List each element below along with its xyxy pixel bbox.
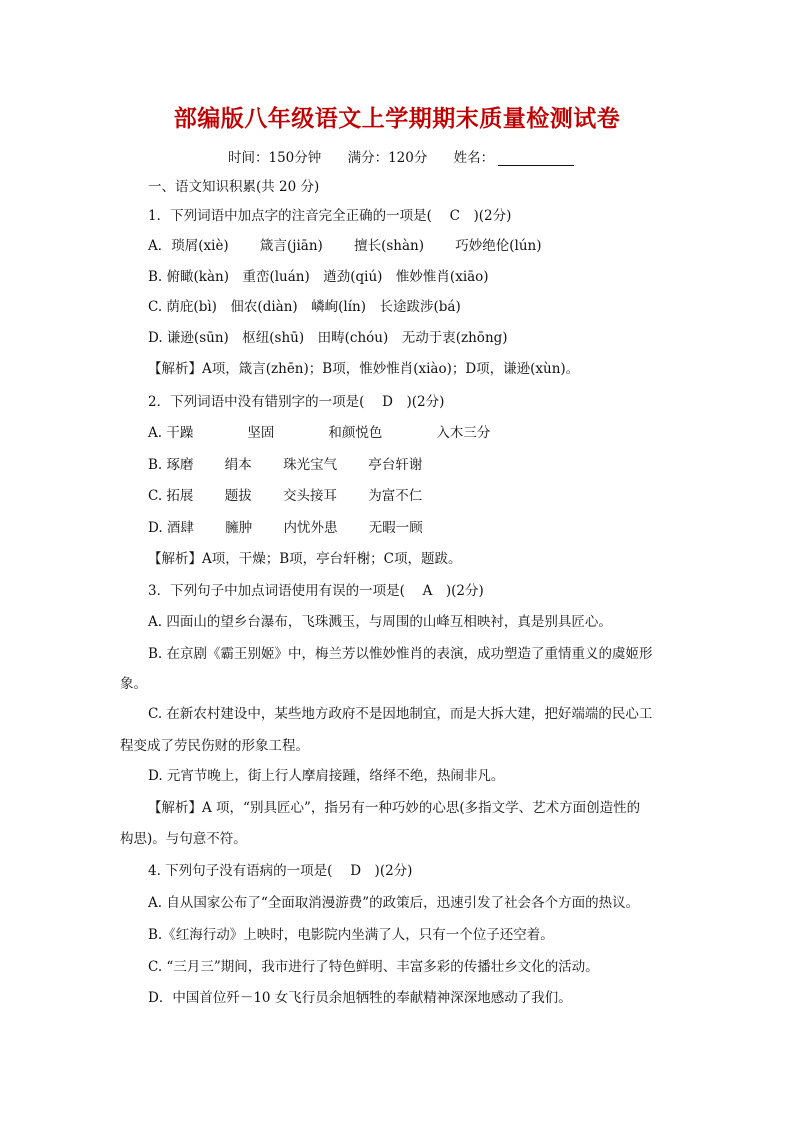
q4-option-b: B.《红海行动》上映时，电影院内坐满了人，只有一个位子还空着。 — [148, 927, 554, 943]
q3-stem: 3．下列句子中加点词语使用有误的一项是( A )(2分) — [148, 583, 484, 599]
q3-option-c-cont: 程变成了劳民伤财的形象工程。 — [120, 738, 309, 754]
q3-option-a: A. 四面山的望乡台瀑布，飞珠溅玉，与周围的山峰互相映衬，真是别具匠心。 — [148, 614, 612, 630]
q2-stem: 2．下列词语中没有错别字的一项是( D )(2分) — [148, 394, 445, 410]
q1-option-b: B. 俯瞰(kàn) 重峦(luán) 遒劲(qiú) 惟妙惟肖(xiāo) — [148, 269, 489, 285]
q2-option-d: D. 酒肆 臃肿 内忧外患 无暇一顾 — [148, 520, 423, 536]
q3-analysis-cont: 构思)。与句意不符。 — [120, 831, 247, 847]
q1-option-a: A．琐屑(xiè) 箴言(jiān) 擅长(shàn) 巧妙绝伦(lún) — [148, 238, 542, 254]
q3-option-d: D. 元宵节晚上，街上行人摩肩接踵，络绎不绝，热闹非凡。 — [148, 768, 505, 784]
q2-option-b: B. 琢磨 绢本 珠光宝气 亭台轩谢 — [148, 457, 423, 473]
q4-option-d: D．中国首位歼－10 女飞行员余旭牺牲的奉献精神深深地感动了我们。 — [148, 990, 572, 1006]
name-blank — [498, 151, 574, 166]
exam-meta — [228, 146, 618, 166]
q3-option-c: C. 在新农村建设中，某些地方政府不是因地制宜，而是大拆大建，把好端端的民心工 — [148, 706, 653, 722]
q1-analysis: 【解析】A项，箴言(zhēn)；B项，惟妙惟肖(xiào)；D项，谦逊(xùn)。 — [148, 361, 580, 377]
exam-title: 部编版八年级语文上学期期末质量检测试卷 — [173, 106, 621, 132]
q4-option-c: C. “三月三”期间，我市进行了特色鲜明、丰富多彩的传播壮乡文化的活动。 — [148, 959, 599, 975]
q3-option-b-cont: 象。 — [120, 676, 147, 692]
q1-stem: 1．下列词语中加点字的注音完全正确的一项是( C )(2分) — [148, 208, 512, 224]
q1-option-d: D. 谦逊(sūn) 枢纽(shū) 田畴(chóu) 无动于衷(zhōng) — [148, 330, 508, 346]
q3-analysis: 【解析】A 项，“别具匠心”，指另有一种巧妙的心思(多指文学、艺术方面创造性的 — [148, 800, 641, 816]
q4-stem: 4. 下列句子没有语病的一项是( D )(2分) — [148, 863, 413, 879]
q3-option-b: B. 在京剧《霸王别姬》中，梅兰芳以惟妙惟肖的表演，成功塑造了重情重义的虞姬形 — [148, 646, 653, 662]
q2-option-c: C. 拓展 题拔 交头接耳 为富不仁 — [148, 488, 423, 504]
q1-option-c: C. 荫庇(bì) 佃农(diàn) 嶙峋(lín) 长途跋涉(bá) — [148, 299, 461, 315]
name-label: 姓名： — [454, 150, 597, 166]
q2-analysis: 【解析】A项，干燥；B项，亭台轩榭；C项，题跋。 — [148, 551, 462, 567]
full-score: 满分：120分 — [347, 150, 428, 166]
time-limit: 时间：150分钟 — [228, 150, 322, 166]
section-heading: 一、语文知识积累(共 20 分) — [148, 179, 320, 195]
q4-option-a: A. 自从国家公布了“全面取消漫游费”的政策后，迅速引发了社会各个方面的热议。 — [148, 895, 640, 911]
q2-option-a: A. 干躁 坚固 和颜悦色 入木三分 — [148, 425, 491, 441]
